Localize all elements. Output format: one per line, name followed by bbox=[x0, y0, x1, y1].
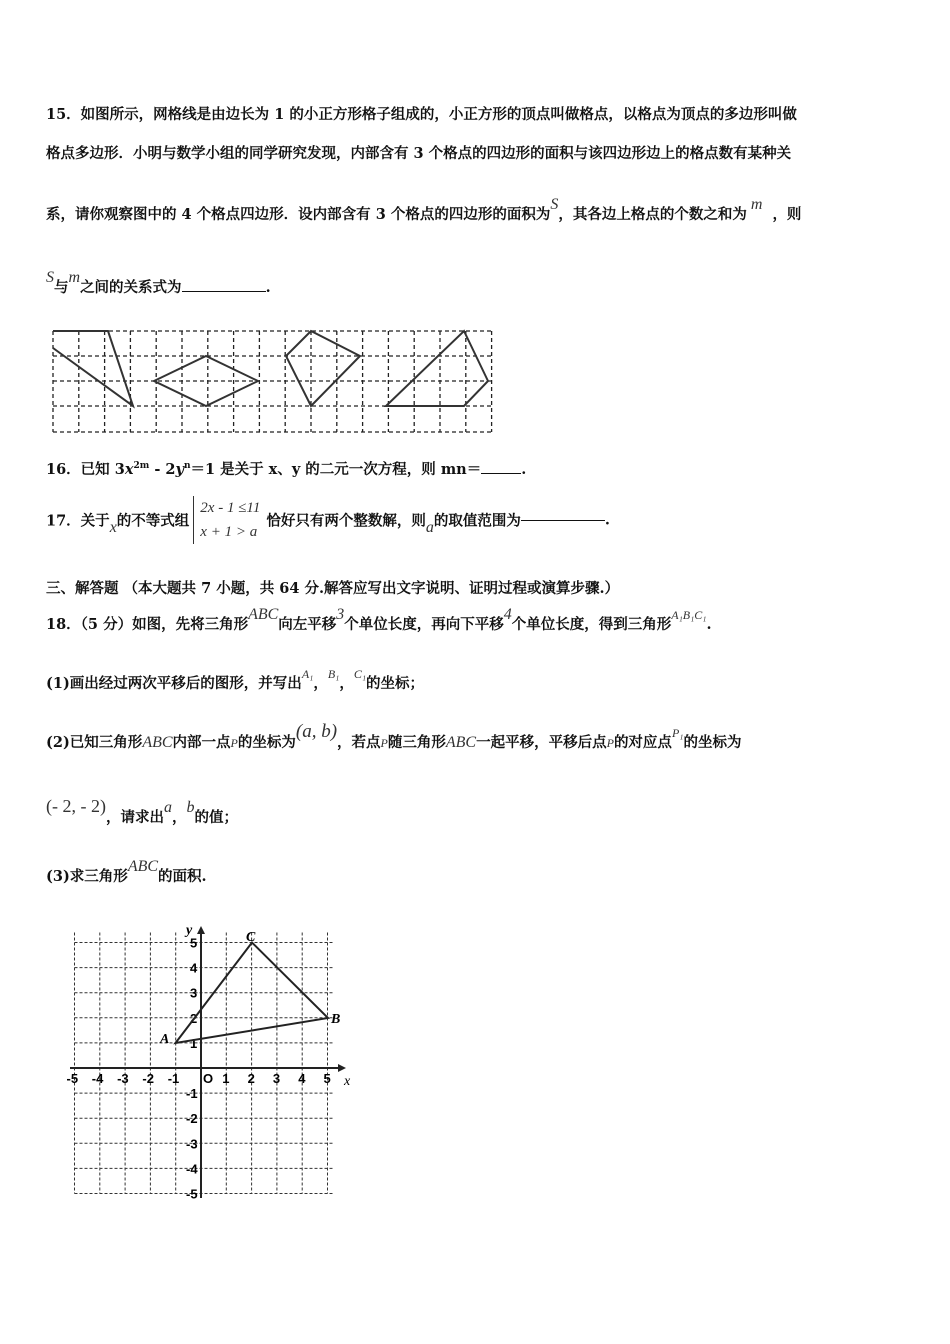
x-tick-label: -5 bbox=[66, 1071, 79, 1086]
q18-part-3: (3)求三角形ABC的面积. bbox=[46, 858, 207, 885]
point-a-label: A bbox=[160, 1032, 170, 1047]
x-tick-label: 3 bbox=[272, 1071, 281, 1086]
x-axis-label: x bbox=[344, 1074, 351, 1089]
q18-line-1: 18．（5 分）如图，先将三角形ABC向左平移3个单位长度，再向下平移4个单位长度，得到三角形$^{A_1B_1C_1}$. bbox=[46, 606, 712, 633]
y-tick-label: -4 bbox=[186, 1161, 198, 1177]
answer-blank-17[interactable] bbox=[521, 519, 605, 521]
y-tick-label: -3 bbox=[186, 1136, 198, 1152]
y-tick-label: -1 bbox=[186, 1086, 198, 1102]
x-tick-label: 4 bbox=[298, 1071, 306, 1086]
x-tick-label: 1 bbox=[222, 1071, 230, 1086]
x-tick-label: -1 bbox=[167, 1071, 180, 1086]
answer-blank-16[interactable] bbox=[481, 472, 521, 474]
q15-line-3: 系，请你观察图中的 4 个格点四边形．设内部含有 3 个格点的四边形的面积为S，其各边上格点的个数之和为m，则 bbox=[46, 196, 802, 223]
x-tick-label: 2 bbox=[247, 1071, 255, 1086]
q15-grid-figure bbox=[48, 328, 494, 438]
x-tick-label: -2 bbox=[142, 1071, 154, 1086]
y-tick-label: 4 bbox=[190, 960, 198, 976]
q16-line: 16．已知 $3x^{2m} - 2y^n=1$ 是关于 x、y 的二元一次方程，则 mn＝ . bbox=[46, 461, 527, 478]
q15-line-4: S与m之间的关系式为 . bbox=[46, 269, 271, 296]
y-tick-label: 1 bbox=[190, 1035, 198, 1051]
q18-part-1: (1)画出经过两次平移后的图形，并写出$^{A_1}$，$^{B_1}$，$^{C_1}$的坐标； bbox=[46, 667, 425, 692]
answer-blank-15[interactable] bbox=[182, 290, 266, 292]
y-tick-label: -2 bbox=[186, 1111, 198, 1127]
q17-line: 17．关于x的不等式组 2x - 1 ≤11 x + 1 > a 恰好只有两个整数解，则a的取值范围为 . bbox=[46, 496, 610, 544]
q18-part-2-cont: (- 2, - 2)，请求出a，b的值； bbox=[46, 796, 238, 826]
var-m: m bbox=[750, 196, 763, 213]
q18-part-2: (2)已知三角形ABC内部一点P的坐标为(a, b)，若点P随三角形ABC一起平移，平移后点P的对应点$^{P_1}$的坐标为 bbox=[46, 721, 742, 751]
section-3-heading: 三、解答题 （本大题共 7 小题，共 64 分.解答应写出文字说明、证明过程或演算步骤.） bbox=[46, 580, 620, 597]
q15-line-2: 格点多边形．小明与数学小组的同学研究发现，内部含有 3 个格点的四边形的面积与该四边形边上的格点数有某种关 bbox=[46, 145, 792, 162]
x-tick-label: -4 bbox=[91, 1071, 104, 1086]
x-tick-label: 5 bbox=[323, 1071, 331, 1086]
point-c-label: C bbox=[246, 930, 256, 945]
q15-line-1: 15．如图所示，网格线是由边长为 1 的小正方形格子组成的，小正方形的顶点叫做格点，以格点为顶点的多边形叫做 bbox=[46, 106, 797, 123]
y-tick-label: -5 bbox=[186, 1186, 198, 1202]
y-tick-label: 3 bbox=[190, 985, 198, 1001]
inequality-system: 2x - 1 ≤11 x + 1 > a bbox=[193, 496, 260, 544]
coordinate-graph bbox=[60, 920, 360, 1210]
var-s: S bbox=[550, 196, 559, 213]
y-axis-label: y bbox=[186, 923, 193, 938]
x-tick-label: -3 bbox=[117, 1071, 129, 1086]
y-tick-label: 5 bbox=[190, 935, 198, 951]
point-b-label: B bbox=[331, 1012, 341, 1027]
origin-label: O bbox=[203, 1071, 214, 1086]
y-tick-label: 2 bbox=[190, 1010, 198, 1026]
